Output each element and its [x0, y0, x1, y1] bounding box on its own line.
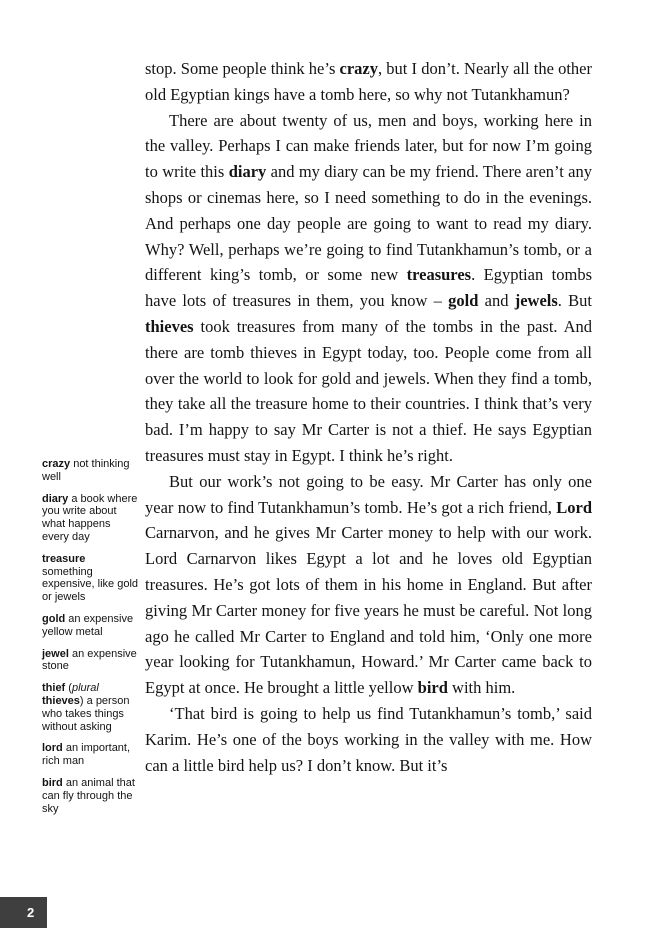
paragraph: There are about twenty of us, men and boys, working here in the valley. Perhaps I can make friends later, but for now I’m going to write this diary and my diary can be my friend. There aren’t any shops or cinemas here, so I need something to do in the evenings. And perhaps one day people are going to want to read my diary. Why? Well, perhaps we’re going to find Tutankhamun’s tomb, or a different king’s tomb, or some new treasures. Egyptian tombs have lots of treasures in them, you know – gold and jewels. But thieves took treasures from many of the tombs in the past. And there are tomb thieves in Egypt today, too. People come from all over the world to look for gold and jewels. When they find a tomb, they take all the treasure home to their countries. I think that’s very bad. I’m happy to say Mr Carter is not a thief. He says Egyptian treasures must stay in Egypt. I think he’s right.: [145, 110, 593, 465]
page-number: 2: [27, 905, 35, 920]
glossary-entry: crazy not thinking well: [42, 458, 130, 483]
page-number-box: [0, 897, 47, 928]
paragraph: stop. Some people think he’s crazy, but I don’t. Nearly all the other old Egyptian kings have a tomb here, so why not Tutankhamun?: [145, 59, 592, 104]
paragraph: ‘That bird is going to help us find Tutankhamun’s tomb,’ said Karim. He’s one of the boys working in the valley with me. How can a little bird help us? I don’t know. But it’s: [145, 703, 592, 775]
paragraph: But our work’s not going to be easy. Mr Carter has only one year now to find Tutankhamun’s tomb. He’s got a rich friend, Lord Carnarvon, and he gives Mr Carter money to help with our work. Lord Carnarvon likes Egypt a lot and he loves old Egyptian treasures. He’s got lots of them in his home in England. But after giving Mr Carter money for five years he must be careful. Not long ago he called Mr Carter to England and told him, ‘Only one more year looking for Tutankhamun, Howard.’ Mr Carter came back to Egypt at once. He brought a little yellow bird with him.: [145, 471, 592, 698]
glossary-entry: jewel an expensive stone: [42, 647, 137, 673]
glossary-entry: bird an animal that can fly through the sky: [42, 776, 135, 815]
glossary-entry: treasure something expensive, like gold or jewels: [42, 552, 139, 604]
glossary-entry: diary a book where you write about what happens every day: [42, 492, 138, 543]
glossary-entry: thief (plural thieves) a person who takes things without asking: [42, 682, 130, 733]
glossary-sidebar: [42, 458, 139, 824]
glossary-entry: gold an expensive yellow metal: [42, 612, 134, 638]
glossary-entry: lord an important, rich man: [42, 742, 131, 768]
main-text-column: [145, 56, 592, 778]
